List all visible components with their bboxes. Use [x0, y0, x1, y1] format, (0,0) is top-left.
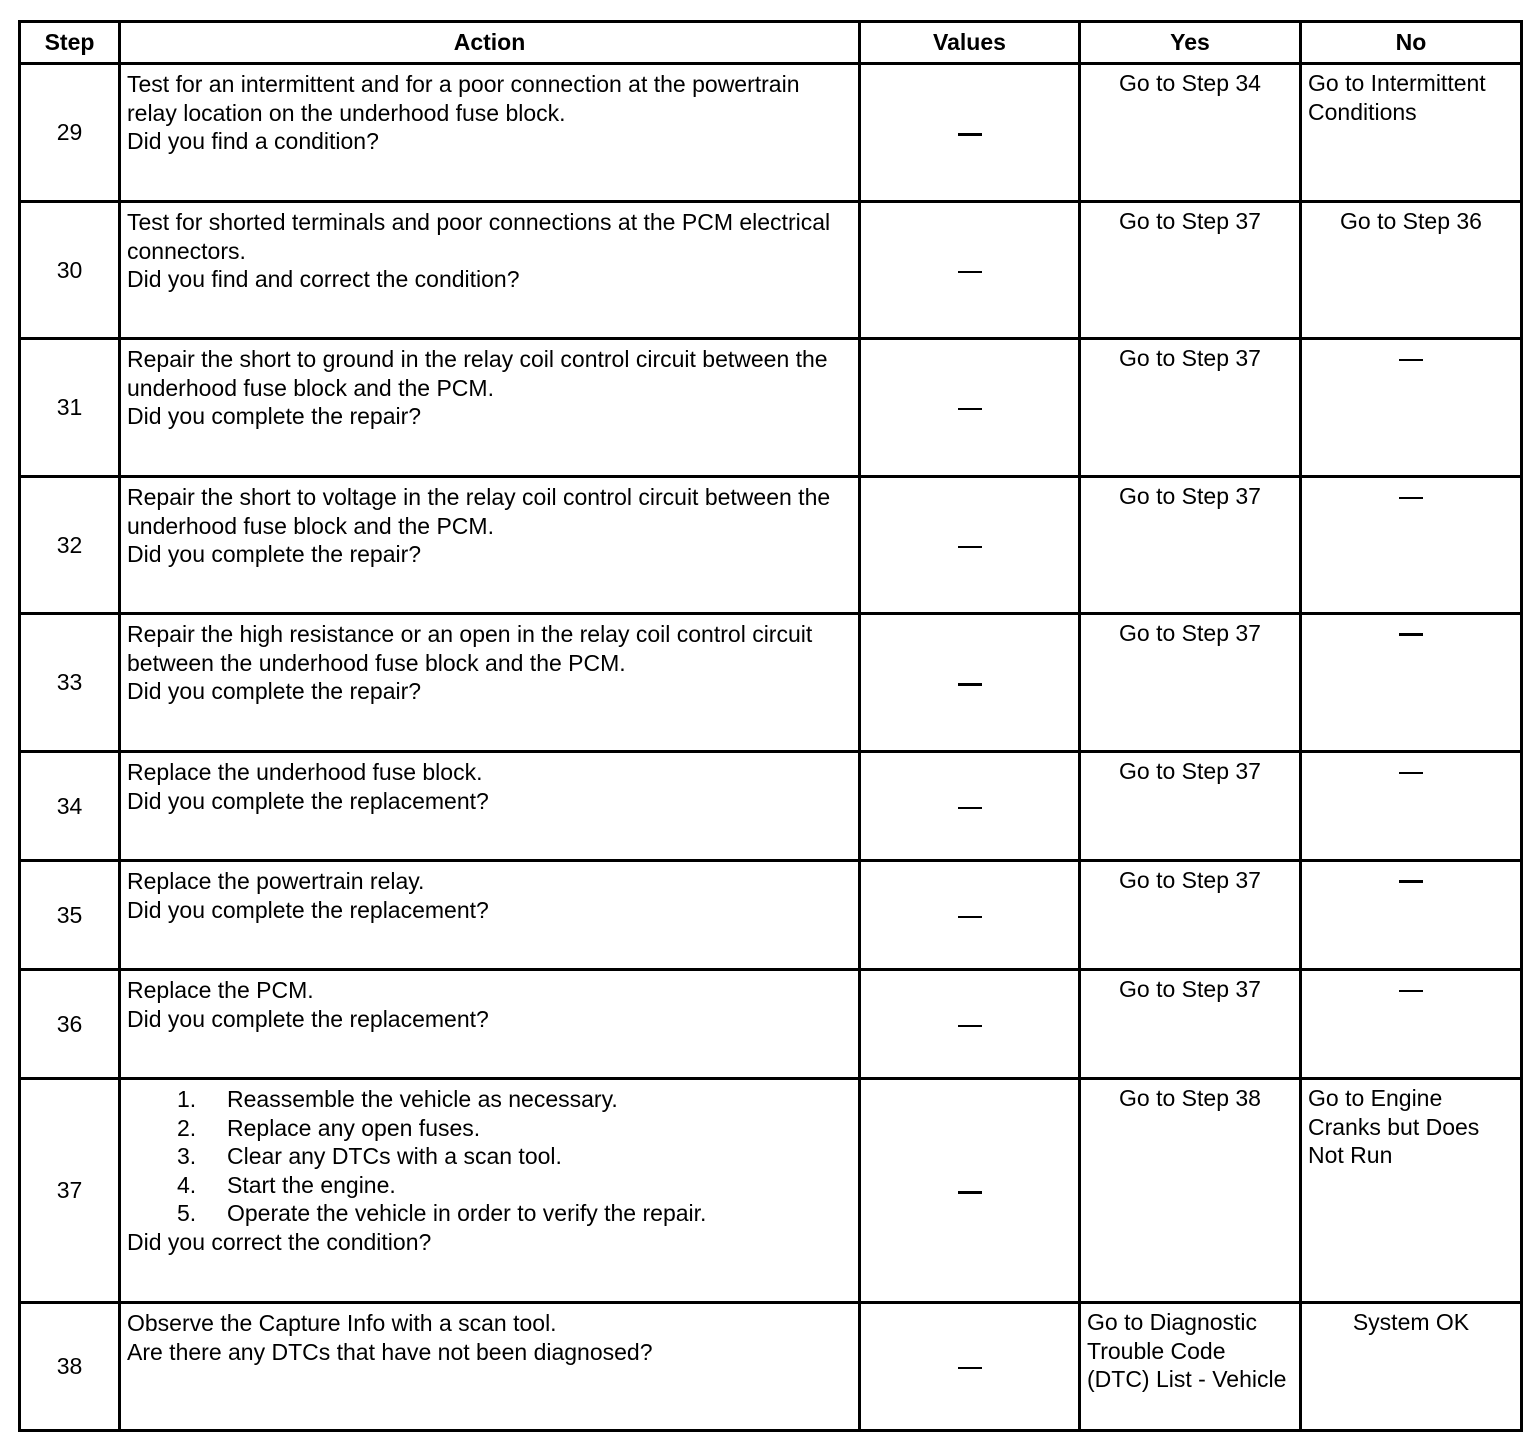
step-number: 38	[20, 1303, 120, 1431]
yes-link[interactable]: Go to Step 37	[1119, 620, 1261, 646]
substep-item: 4. Start the engine.	[177, 1171, 396, 1198]
header-values: Values	[860, 22, 1080, 64]
action-text: Test for an intermittent and for a poor connection at the powertrain relay location on the underhood fuse block.	[127, 71, 800, 126]
em-dash	[958, 1367, 982, 1369]
no-link[interactable]: Go to Engine Cranks but Does Not Run	[1308, 1085, 1480, 1168]
action-question: Did you find and correct the condition?	[127, 266, 520, 292]
no-value	[1308, 344, 1514, 373]
header-action: Action	[120, 22, 860, 64]
table-row	[20, 970, 1522, 1079]
values-cell	[860, 861, 1080, 970]
no-value	[1308, 866, 1514, 895]
values-cell	[860, 1079, 1080, 1303]
substep-item: 1. Reassemble the vehicle as necessary.	[177, 1086, 618, 1112]
step-number: 30	[20, 202, 120, 339]
table-row	[20, 64, 1522, 202]
values-cell	[860, 1303, 1080, 1431]
em-dash	[1399, 633, 1423, 636]
em-dash	[1399, 497, 1423, 499]
diagnostic-table	[18, 20, 1523, 1432]
values-cell	[860, 752, 1080, 861]
yes-link[interactable]: Go to Diagnostic Trouble Code (DTC) List - Vehicle	[1087, 1309, 1287, 1392]
table-row	[20, 614, 1522, 752]
yes-link[interactable]: Go to Step 37	[1119, 867, 1261, 893]
step-number: 37	[20, 1079, 120, 1303]
no-value	[1308, 975, 1514, 1004]
values-cell	[860, 477, 1080, 614]
step-number: 31	[20, 339, 120, 477]
substep-item: 5. Operate the vehicle in order to verify the repair.	[177, 1200, 707, 1226]
table-row	[20, 861, 1522, 970]
values-cell	[860, 614, 1080, 752]
step-number: 34	[20, 752, 120, 861]
header-yes: Yes	[1080, 22, 1301, 64]
em-dash	[958, 916, 982, 918]
no-result: System OK	[1352, 1309, 1470, 1335]
table-row	[20, 339, 1522, 477]
em-dash	[958, 271, 982, 273]
action-text: Replace the PCM.	[127, 977, 314, 1003]
table-row	[20, 477, 1522, 614]
step-number: 32	[20, 477, 120, 614]
action-question: Did you find a condition?	[127, 128, 379, 154]
yes-link[interactable]: Go to Step 37	[1119, 976, 1261, 1002]
values-cell	[860, 202, 1080, 339]
em-dash	[1399, 880, 1423, 883]
em-dash	[958, 1025, 982, 1027]
em-dash	[958, 546, 982, 548]
em-dash	[958, 807, 982, 809]
em-dash	[1399, 772, 1423, 774]
action-text: Replace the underhood fuse block.	[127, 759, 483, 785]
action-text: Repair the high resistance or an open in the relay coil control circuit between the underhood fuse block and the PCM.	[127, 621, 813, 676]
action-text: Test for shorted terminals and poor connections at the PCM electrical connectors.	[127, 209, 831, 264]
yes-link[interactable]: Go to Step 37	[1119, 345, 1261, 371]
yes-link[interactable]: Go to Step 37	[1119, 208, 1261, 234]
table-row	[20, 1303, 1522, 1431]
no-value	[1308, 757, 1514, 786]
no-link[interactable]: Go to Intermittent Conditions	[1308, 70, 1486, 125]
action-text: Observe the Capture Info with a scan tool.	[127, 1310, 557, 1336]
em-dash	[958, 1191, 982, 1194]
step-number: 29	[20, 64, 120, 202]
action-question: Are there any DTCs that have not been diagnosed?	[127, 1338, 653, 1365]
yes-link[interactable]: Go to Step 37	[1119, 483, 1261, 509]
em-dash	[1399, 359, 1423, 361]
table-row	[20, 1079, 1522, 1303]
action-question: Did you correct the condition?	[127, 1228, 432, 1255]
substep-item: 3. Clear any DTCs with a scan tool.	[177, 1143, 562, 1169]
header-row	[20, 22, 1522, 64]
action-text: Repair the short to voltage in the relay coil control circuit between the underhood fuse block and the PCM.	[127, 484, 831, 539]
no-value	[1308, 619, 1514, 648]
action-text: Replace the powertrain relay.	[127, 868, 425, 894]
header-step: Step	[20, 22, 120, 64]
no-value	[1308, 482, 1514, 511]
yes-link[interactable]: Go to Step 37	[1119, 758, 1261, 784]
action-question: Did you complete the replacement?	[127, 1005, 489, 1032]
header-no: No	[1301, 22, 1522, 64]
action-question: Did you complete the replacement?	[127, 787, 489, 814]
action-question: Did you complete the repair?	[127, 678, 422, 704]
em-dash	[958, 133, 982, 136]
step-number: 35	[20, 861, 120, 970]
action-text: Repair the short to ground in the relay coil control circuit between the underhood fuse block and the PCM.	[127, 346, 828, 401]
em-dash	[1399, 990, 1423, 992]
values-cell	[860, 970, 1080, 1079]
table-row	[20, 202, 1522, 339]
action-question: Did you complete the replacement?	[127, 896, 489, 923]
yes-link[interactable]: Go to Step 38	[1119, 1085, 1261, 1111]
no-link[interactable]: Go to Step 36	[1340, 208, 1482, 234]
step-number: 36	[20, 970, 120, 1079]
substep-item: 2. Replace any open fuses.	[177, 1114, 481, 1141]
values-cell	[860, 339, 1080, 477]
values-cell	[860, 64, 1080, 202]
substep-list	[127, 1085, 852, 1228]
em-dash	[958, 683, 982, 686]
yes-link[interactable]: Go to Step 34	[1119, 70, 1261, 96]
em-dash	[958, 408, 982, 410]
action-question: Did you complete the repair?	[127, 541, 422, 567]
table-row	[20, 752, 1522, 861]
step-number: 33	[20, 614, 120, 752]
action-question: Did you complete the repair?	[127, 403, 422, 429]
